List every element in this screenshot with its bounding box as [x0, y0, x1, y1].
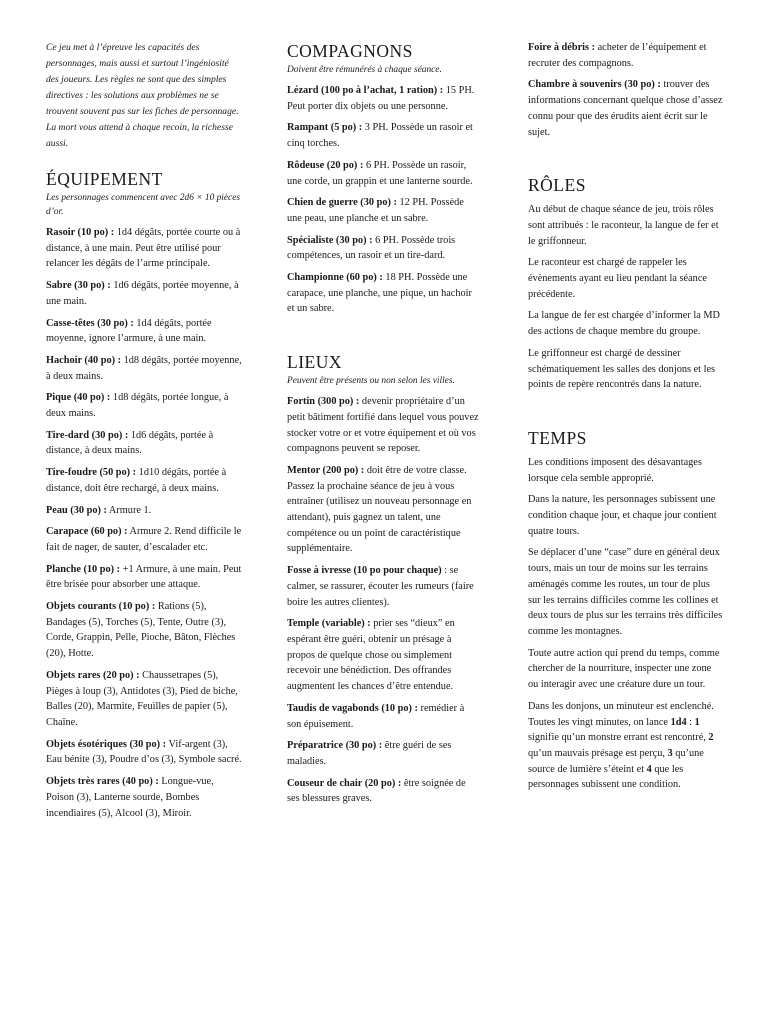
item-description: +1 Armure, à une main. Peut être brisée pour absorber une attaque.: [46, 563, 242, 591]
item-name: Préparatrice (30 po) :: [287, 740, 383, 752]
item-description: Armure 2. Rend difficile le fait de nager, de sauter, d’escalader etc.: [46, 526, 242, 553]
section-subtitle-lieux: Peuvent être présents ou non selon les villes.: [287, 376, 455, 387]
item-name: Couseur de chair (20 po) :: [287, 777, 402, 789]
item-description: 1d4 dégâts, portée moyenne, ignore l’armure, à une main.: [46, 317, 212, 345]
item-name: Fosse à ivresse (10 po pour chaque): [287, 565, 442, 577]
compagnons-item: [287, 120, 479, 151]
temps-text: qu’une source de lumière s’éteint et: [528, 747, 704, 775]
equipement-item: [46, 668, 242, 731]
item-name: Chien de guerre (30 po) :: [287, 197, 397, 209]
item-name: Rôdeuse (20 po) :: [287, 159, 364, 171]
item-name: Objets rares (20 po) :: [46, 669, 140, 681]
item-description: 1d10 dégâts, portée à distance, doit être rechargé, à deux mains.: [46, 467, 227, 494]
temps-paragraph: Toute autre action qui prend du temps, comme chercher de la nourriture, inspecter une zone ou interagir avec une créature dure un tour.: [528, 647, 720, 691]
item-description: Chaussetrapes (5), Pièges à loup (3), Antidotes (3), Pied de biche, Balles (20), Marmite, Feuilles de papier (5), Chaîne.: [46, 669, 238, 728]
item-name: Carapace (60 po) :: [46, 526, 128, 538]
section-title-roles: RÔLES: [528, 175, 586, 196]
roles-paragraph: La langue de fer est chargée d’informer la MD des actions de chaque membre du groupe.: [528, 310, 720, 338]
item-name: Rampant (5 po) :: [287, 122, 363, 134]
temps-paragraphs: [528, 455, 724, 693]
equipement-item: [46, 390, 242, 421]
compagnons-list: [287, 83, 479, 317]
item-description: remédier à son épuisement.: [287, 702, 465, 730]
item-name: Foire à débris :: [528, 42, 596, 53]
item-description: Longue-vue, Poison (3), Lanterne sourde, Bombes incendiaires (5), Alcool (3), Miroir.: [46, 776, 214, 819]
equipement-item: [46, 562, 242, 593]
lieux-item: [528, 40, 724, 71]
item-name: Pique (40 po) :: [46, 392, 111, 404]
item-description: Rations (5), Bandages (5), Torches (5), Tente, Outre (3), Corde, Grappin, Pelle, Pioche, Bâton, Flèches (20), Hotte.: [46, 601, 236, 660]
lieux-item: [287, 738, 479, 769]
section-title-temps: TEMPS: [528, 427, 587, 448]
lieux-item: [287, 394, 479, 457]
section-title-equipement: ÉQUIPEMENT: [46, 169, 163, 189]
item-description: 18 PH. Possède une carapace, une planche, une pique, un hachoir et un sabre.: [287, 272, 472, 315]
spacer: [528, 146, 724, 174]
item-description: 1d8 dégâts, portée longue, à deux mains.: [46, 392, 229, 420]
equipement-item: [46, 737, 242, 768]
temps-roll-2: 2: [708, 732, 714, 744]
item-name: Planche (10 po) :: [46, 563, 121, 575]
temps-paragraph-donjons: [528, 699, 724, 793]
item-description: 1d4 dégâts, portée courte ou à distance, à une main. Peut être utilisé pour relancer les dégâts de l’arme principale.: [46, 227, 241, 270]
temps-roll-3: 3: [667, 747, 673, 759]
spacer: [528, 399, 724, 427]
temps-paragraph: Dans la nature, les personnages subissent une condition chaque jour, et chaque jour contient quatre tours.: [528, 494, 717, 537]
equipement-item: [46, 278, 242, 309]
equipement-list: [46, 225, 242, 821]
compagnons-item: [287, 83, 479, 114]
equipement-item: [46, 774, 242, 821]
temps-dice: 1d4: [670, 716, 687, 728]
item-name: Tire-dard (30 po) :: [46, 429, 129, 441]
item-name: Hachoir (40 po) :: [46, 354, 122, 366]
equipement-item: [46, 524, 242, 555]
intro-text: Ce jeu met à l’épreuve les capacités des personnages, mais aussi et surtout l’ingéniosité des joueurs. Les règles ne sont que des simples directives : les solutions aux problèmes ne se trouvent souvent pas sur les fiches de personnage. La mort vous attend à chaque recoin, la richesse aussi.: [46, 42, 239, 149]
equipement-item: [46, 225, 242, 272]
equipement-item: [46, 353, 242, 384]
temps-text: :: [686, 716, 695, 728]
column-middle: [287, 40, 479, 813]
lieux-item: [287, 776, 479, 807]
spacer: [287, 323, 479, 351]
lieux-list: [287, 394, 479, 807]
item-name: Objets ésotériques (30 po) :: [46, 738, 167, 750]
lieux-item: [287, 616, 479, 695]
item-name: Taudis de vagabonds (10 po) :: [287, 702, 418, 714]
temps-text: Dans les donjons, un minuteur est enclenché. Toutes les vingt minutes, on lance: [528, 700, 714, 728]
item-name: Casse-têtes (30 po) :: [46, 317, 134, 329]
temps-text: que les personnages subissent une condition.: [528, 763, 684, 791]
item-name: Spécialiste (30 po) :: [287, 234, 373, 246]
item-description: trouver des informations concernant quelque chose d’assez connu pour que des érudits aient écrit sur le sujet.: [528, 79, 723, 138]
lieux-list-continued: [528, 40, 724, 140]
item-name: Temple (variable) :: [287, 618, 371, 630]
section-subtitle-equipement: Les personnages commencent avec 2d6 × 10 pièces d’or.: [46, 193, 241, 217]
temps-text: signifie qu’un monstre errant est rencontré,: [528, 732, 709, 744]
item-name: Fortin (300 po) :: [287, 396, 360, 408]
item-description: doit être de votre classe. Passez la prochaine séance de jeu à vous entraîner (utilisez un nouveau personnage en attendant), puis gagnez un talent, une compétence ou un point de caractéristique supplémentaire.: [287, 464, 472, 555]
temps-roll-1: 1: [694, 716, 700, 728]
item-name: Tire-foudre (50 po) :: [46, 467, 137, 479]
item-name: Objets courants (10 po) :: [46, 601, 156, 613]
item-name: Mentor (200 po) :: [287, 464, 365, 476]
compagnons-item: [287, 233, 479, 264]
lieux-item: [287, 563, 479, 610]
item-description: 12 PH. Possède une peau, une planche et un sabre.: [287, 197, 464, 224]
item-description: : se calmer, se rassurer, écouter les rumeurs (faire boire les autres clientes).: [287, 565, 474, 608]
item-description: être soignée de ses blessures graves.: [287, 777, 466, 805]
compagnons-item: [287, 195, 479, 226]
section-title-compagnons: COMPAGNONS: [287, 41, 413, 61]
compagnons-item: [287, 270, 479, 317]
item-description: 15 PH. Peut porter dix objets ou une personne.: [287, 85, 475, 112]
equipement-item: [46, 428, 242, 459]
item-description: être guéri de ses maladies.: [287, 740, 452, 767]
lieux-item: [287, 463, 479, 557]
item-description: acheter de l’équipement et recruter des compagnons.: [528, 42, 707, 69]
section-subtitle-compagnons: Doivent être rémunérés à chaque séance.: [287, 65, 442, 75]
roles-paragraph: Au début de chaque séance de jeu, trois rôles sont attribués : le raconteur, la langue de fer et le griffonneur.: [528, 204, 719, 247]
item-name: Objets très rares (40 po) :: [46, 776, 159, 788]
equipement-item: [46, 465, 242, 496]
item-description: Vif-argent (3), Eau bénite (3), Poudre d’os (3), Symbole sacré.: [46, 738, 242, 766]
item-description: devenir propriétaire d’un petit bâtiment fortifié dans lequel vous pouvez stocker votre or et votre équipement et où vos compagnons peuvent se reposer.: [287, 396, 479, 455]
item-name: Peau (30 po) :: [46, 504, 107, 516]
item-description: 6 PH. Possède trois compétences, un rasoir et un tire-dard.: [287, 234, 456, 262]
equipement-item: [46, 503, 242, 519]
item-description: 3 PH. Possède un rasoir et cinq torches.: [287, 122, 473, 150]
temps-paragraph: Les conditions imposent des désavantages lorsque cela semble approprié.: [528, 456, 702, 484]
item-description: 6 PH. Possède un rasoir, une corde, un grappin et une lanterne sourde.: [287, 159, 473, 187]
item-name: Sabre (30 po) :: [46, 280, 111, 292]
item-description: 1d8 dégâts, portée moyenne, à deux mains.: [46, 354, 242, 382]
temps-roll-4: 4: [646, 763, 652, 775]
temps-text: qu’un mauvais présage est perçu,: [528, 747, 668, 759]
compagnons-item: [287, 158, 479, 189]
item-name: Championne (60 po) :: [287, 272, 383, 284]
item-description: Armure 1.: [106, 504, 152, 516]
item-description: 1d6 dégâts, portée moyenne, à une main.: [46, 280, 239, 307]
item-name: Rasoir (10 po) :: [46, 227, 115, 238]
lieux-item: [287, 701, 479, 732]
roles-paragraphs: [528, 202, 724, 393]
equipement-item: [46, 599, 242, 662]
item-description: 1d6 dégâts, portée à distance, à deux mains.: [46, 429, 214, 457]
equipement-item: [46, 316, 242, 347]
column-right: [528, 40, 724, 799]
item-name: Lézard (100 po à l’achat, 1 ration) :: [287, 85, 444, 96]
column-left: [46, 40, 242, 827]
roles-paragraph: Le raconteur est chargé de rappeler les évènements ayant eu lieu pendant la séance précédente.: [528, 257, 707, 300]
roles-paragraph: Le griffonneur est chargé de dessiner schématiquement les salles des donjons et les points de repère rencontrés dans la nature.: [528, 347, 716, 391]
item-name: Chambre à souvenirs (30 po) :: [528, 79, 661, 91]
lieux-item: [528, 77, 724, 140]
temps-paragraph: Se déplacer d’une “case” dure en général deux tours, mais un tour de moins sur les terrains aménagés comme les routes, un tour de plus sur les terrains difficiles comme les collines et deux tours de plus sur les terrains très difficiles comme les montagnes.: [528, 547, 723, 637]
section-title-lieux: LIEUX: [287, 352, 342, 373]
item-description: prier ses “dieux” en espérant être guéri, obtenir un présage à propos de quelque chose ou simplement recevoir une bénédiction. Des offrandes augmentent les chances d’être entendue.: [287, 618, 455, 693]
